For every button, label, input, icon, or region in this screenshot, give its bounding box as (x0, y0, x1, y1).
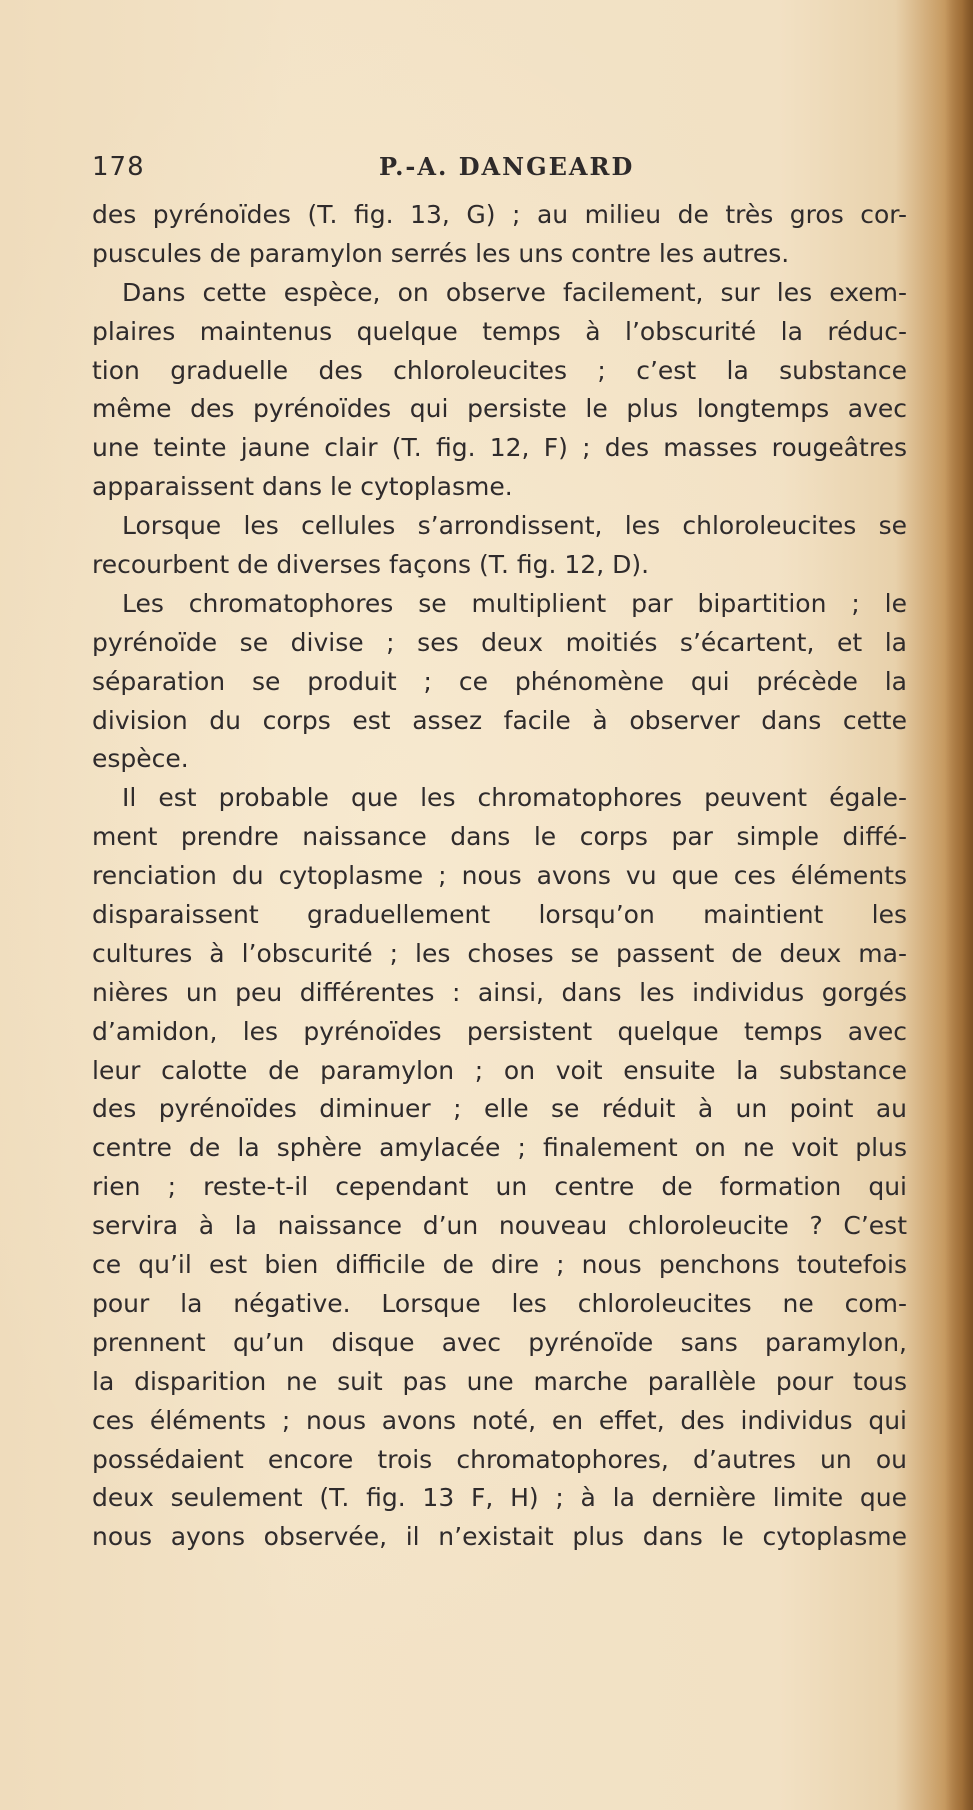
text-line: Les chromatophores se multiplient par bipartition ; le (122, 588, 907, 618)
text-line: rien ; reste-t-il cependant un centre de formation qui (92, 1172, 907, 1202)
running-head: P.-A. DANGEARD (379, 152, 635, 181)
text-line: deux seulement (T. fig. 13 F, H) ; à la dernière limite que (92, 1483, 907, 1513)
text-line: leur calotte de paramylon ; on voit ensuite la substance (92, 1055, 907, 1085)
page-header (92, 152, 907, 188)
text-line: séparation se produit ; ce phénomène qui précède la (92, 666, 907, 696)
text-line: ce qu’il est bien difficile de dire ; nous penchons toutefois (92, 1250, 907, 1280)
text-line: ces éléments ; nous avons noté, en effet, des individus qui (92, 1405, 907, 1435)
text-line: même des pyrénoïdes qui persiste le plus longtemps avec (92, 394, 907, 424)
text-line: cultures à l’obscurité ; les choses se passent de deux ma- (92, 938, 907, 968)
text-line: tion graduelle des chloroleucites ; c’est la substance (92, 355, 907, 385)
text-line: plaires maintenus quelque temps à l’obscurité la réduc- (92, 316, 907, 346)
text-line: prennent qu’un disque avec pyrénoïde sans paramylon, (92, 1327, 907, 1357)
text-line: nières un peu différentes : ainsi, dans les individus gorgés (92, 977, 907, 1007)
body-text (92, 196, 907, 1557)
text-line: la disparition ne suit pas une marche parallèle pour tous (92, 1366, 907, 1396)
text-line: espèce. (92, 744, 189, 774)
text-line: disparaissent graduellement lorsqu’on maintient les (92, 900, 907, 930)
text-line: des pyrénoïdes (T. fig. 13, G) ; au milieu de très gros cor- (92, 200, 907, 229)
text-line: division du corps est assez facile à observer dans cette (92, 705, 907, 735)
text-line: Dans cette espèce, on observe facilement, sur les exem- (122, 277, 907, 307)
text-line: servira à la naissance d’un nouveau chloroleucite ? C’est (92, 1211, 907, 1241)
text-line: recourbent de diverses façons (T. fig. 12, D). (92, 550, 650, 580)
text-line: des pyrénoïdes diminuer ; elle se réduit à un point au (92, 1094, 907, 1124)
page-number: 178 (92, 152, 145, 182)
text-line: pyrénoïde se divise ; ses deux moitiés s’écartent, et la (92, 627, 907, 657)
text-line: possédaient encore trois chromatophores, d’autres un ou (92, 1444, 907, 1474)
text-line: pour la négative. Lorsque les chloroleucites ne com- (92, 1288, 907, 1318)
text-line: Lorsque les cellules s’arrondissent, les chloroleucites se (122, 511, 907, 541)
text-line: nous ayons observée, il n’existait plus dans le cytoplasme (92, 1522, 907, 1552)
page-edge-shadow (945, 0, 973, 1810)
text-line: apparaissent dans le cytoplasme. (92, 472, 513, 502)
text-line: d’amidon, les pyrénoïdes persistent quelque temps avec (92, 1016, 907, 1046)
text-line: renciation du cytoplasme ; nous avons vu que ces éléments (92, 861, 907, 891)
text-line: une teinte jaune clair (T. fig. 12, F) ; des masses rougeâtres (92, 433, 907, 463)
text-line: ment prendre naissance dans le corps par simple diffé- (92, 822, 907, 852)
text-line: puscules de paramylon serrés les uns contre les autres. (92, 238, 790, 268)
text-line: centre de la sphère amylacée ; finalement on ne voit plus (92, 1133, 907, 1163)
text-line: Il est probable que les chromatophores peuvent égale- (122, 783, 907, 813)
